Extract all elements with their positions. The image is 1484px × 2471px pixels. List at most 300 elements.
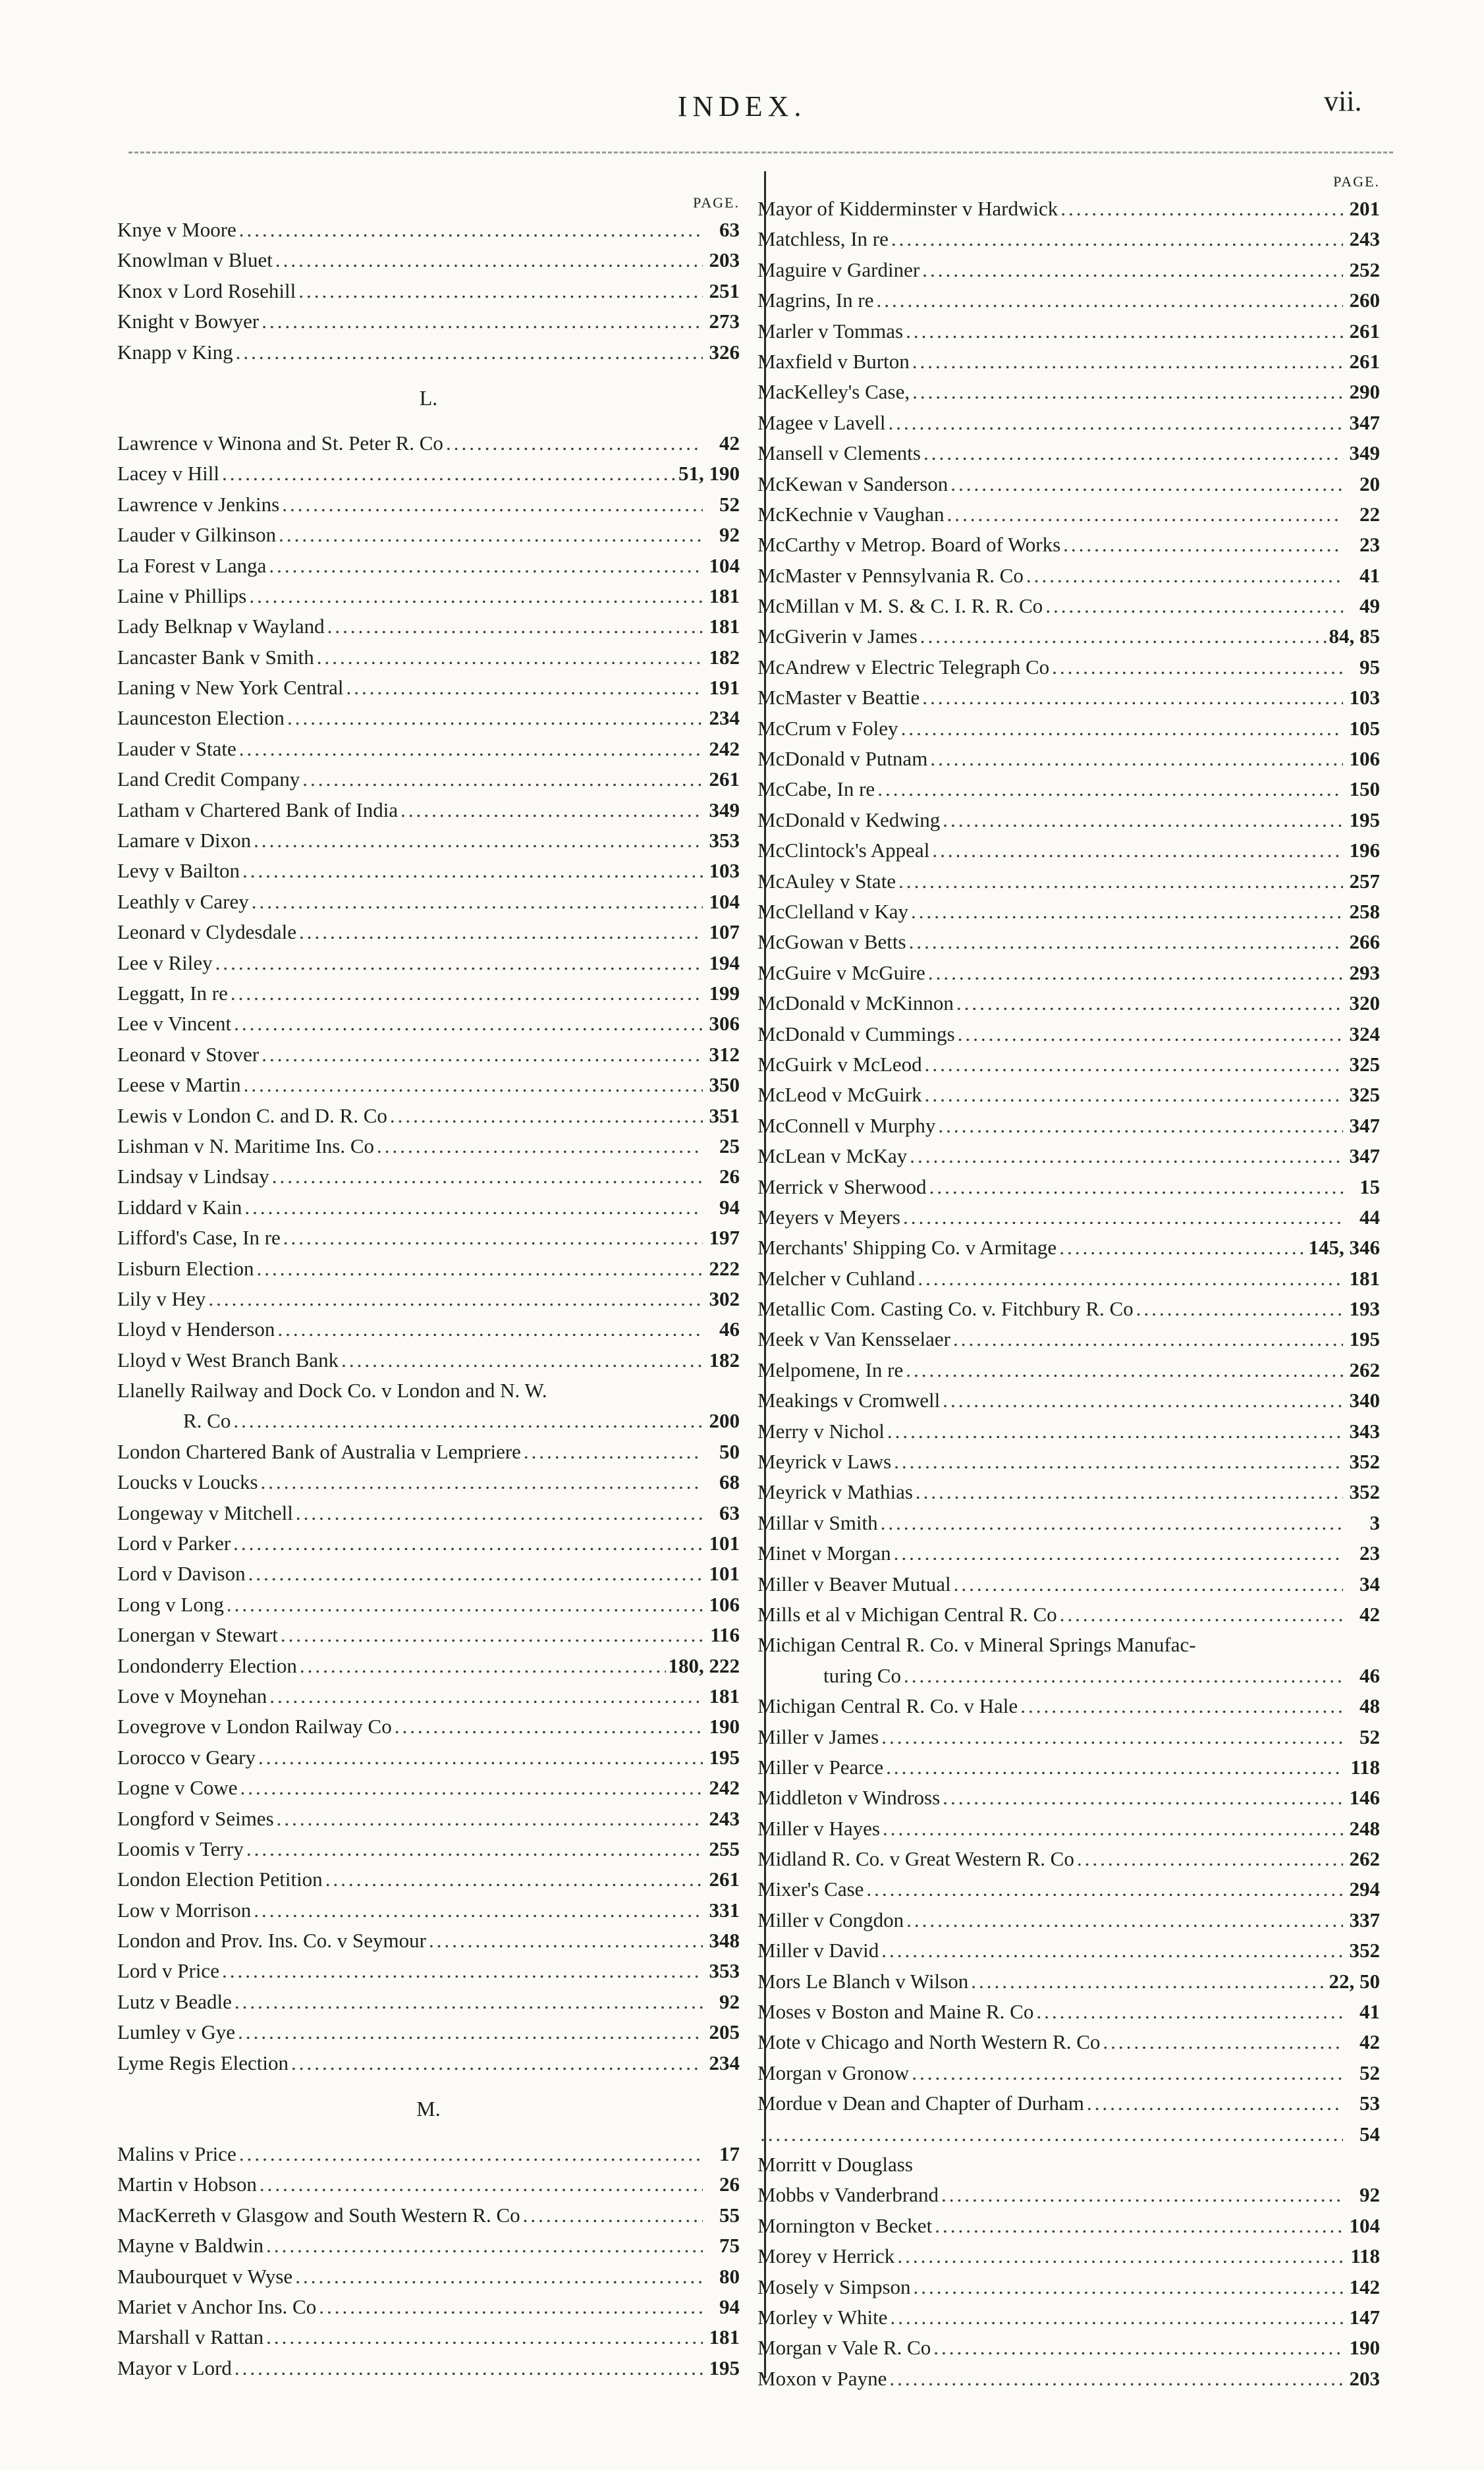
index-entry xyxy=(117,1254,740,1284)
leader-dots xyxy=(897,2241,1343,2271)
index-entry xyxy=(117,1070,740,1100)
index-entry xyxy=(117,520,740,550)
index-entry xyxy=(757,316,1380,347)
index-entry xyxy=(757,713,1380,744)
leader-dots xyxy=(922,682,1343,713)
entry-page: 195 xyxy=(709,2356,740,2379)
leader-dots xyxy=(523,2200,703,2231)
entry-page: 347 xyxy=(1349,1144,1380,1168)
leader-dots xyxy=(958,1019,1343,1049)
entry-name: Launceston Election xyxy=(117,706,285,730)
entry-name: Moxon v Payne xyxy=(757,2366,887,2390)
entry-name: Melpomene, In re xyxy=(757,1358,904,1381)
entry-page: 348 xyxy=(709,1929,740,1953)
entry-page: 42 xyxy=(719,431,740,455)
index-entry xyxy=(757,561,1380,591)
index-entry-continued xyxy=(757,1630,1380,1660)
leader-dots xyxy=(954,1569,1343,1599)
entry-page: 34 xyxy=(1360,1572,1380,1596)
entry-page: 266 xyxy=(1349,930,1380,954)
leader-dots xyxy=(950,469,1343,499)
leader-dots xyxy=(240,1773,703,1803)
leader-dots xyxy=(233,1528,703,1559)
entry-name: Lonergan v Stewart xyxy=(117,1623,278,1647)
leader-dots xyxy=(287,703,703,733)
index-entry xyxy=(117,1528,740,1559)
entry-page: 181 xyxy=(709,615,740,638)
entry-name: Moses v Boston and Maine R. Co xyxy=(757,2000,1034,2024)
entry-name: Knapp v King xyxy=(117,340,233,364)
leader-dots xyxy=(269,551,703,581)
entry-page: 325 xyxy=(1349,1083,1380,1107)
leader-dots xyxy=(246,1834,703,1864)
index-entry xyxy=(757,897,1380,927)
entry-page: 347 xyxy=(1349,410,1380,434)
left-column xyxy=(117,191,740,2383)
entry-name: Lovegrove v London Railway Co xyxy=(117,1715,392,1738)
index-entry xyxy=(757,1141,1380,1171)
index-entry xyxy=(757,194,1380,224)
entry-page: 261 xyxy=(709,767,740,791)
entry-page: 343 xyxy=(1349,1419,1380,1443)
entry-page: 181 xyxy=(709,584,740,607)
entry-name: McClelland v Kay xyxy=(757,899,909,923)
index-entry xyxy=(757,2027,1380,2057)
leader-dots xyxy=(923,438,1343,468)
index-group-k xyxy=(117,215,740,368)
entry-page: 50 xyxy=(719,1439,740,1463)
entry-name: Latham v Chartered Bank of India xyxy=(117,798,398,821)
entry-name: Merchants' Shipping Co. v Armitage xyxy=(757,1236,1057,1260)
index-entry xyxy=(757,2150,1380,2180)
entry-page: 48 xyxy=(1360,1694,1380,1718)
entry-page: 197 xyxy=(709,1226,740,1250)
leader-dots xyxy=(261,1467,703,1497)
index-entry xyxy=(117,1804,740,1834)
index-entry xyxy=(117,1620,740,1650)
index-entry xyxy=(757,1935,1380,1966)
leader-dots xyxy=(234,2353,703,2383)
entry-name: Maubourquet v Wyse xyxy=(117,2264,293,2288)
index-entry xyxy=(117,887,740,917)
entry-name: Michigan Central R. Co. v Hale xyxy=(757,1694,1018,1718)
index-entry xyxy=(757,2180,1380,2210)
entry-name: McClintock's Appeal xyxy=(757,839,930,862)
leader-dots xyxy=(298,276,703,306)
page-column-label: PAGE. xyxy=(1333,173,1380,190)
section-heading-m: M. xyxy=(416,2097,441,2121)
leader-dots xyxy=(916,1477,1343,1507)
leader-dots xyxy=(400,795,703,825)
index-group-m-right-cont xyxy=(757,1691,1380,2394)
index-entry xyxy=(757,469,1380,499)
index-entry-continued-line2 xyxy=(117,1406,740,1436)
leader-dots xyxy=(277,1804,703,1834)
leader-dots xyxy=(883,1814,1343,1844)
index-entry xyxy=(757,1172,1380,1202)
entry-name: Lee v Vincent xyxy=(117,1012,232,1036)
entry-name: Lyme Regis Election xyxy=(117,2051,289,2074)
leader-dots xyxy=(894,1538,1343,1569)
leader-dots xyxy=(390,1101,703,1131)
leader-dots xyxy=(302,764,703,794)
entry-name: McAuley v State xyxy=(757,869,896,893)
entry-name: Miller v Hayes xyxy=(757,1816,880,1840)
entry-page: 63 xyxy=(719,1501,740,1524)
index-entry xyxy=(117,306,740,337)
index-entry xyxy=(117,1590,740,1620)
leader-dots xyxy=(943,1783,1343,1813)
index-entry xyxy=(757,224,1380,254)
leader-dots xyxy=(236,337,703,368)
leader-dots xyxy=(953,1324,1343,1354)
index-entry xyxy=(117,245,740,275)
entry-name: Marler v Tommas xyxy=(757,319,904,343)
leader-dots xyxy=(258,1742,703,1773)
leader-dots xyxy=(234,1009,703,1039)
entry-page: 347 xyxy=(1349,1113,1380,1137)
leader-dots xyxy=(938,1111,1343,1141)
entry-name: Mayor of Kidderminster v Hardwick xyxy=(757,197,1058,220)
entry-name: Lacey v Hill xyxy=(117,462,219,486)
leader-dots xyxy=(1103,2027,1343,2057)
leader-dots xyxy=(254,825,703,856)
index-entry xyxy=(757,2088,1380,2119)
index-entry xyxy=(117,2231,740,2261)
index-entry xyxy=(757,652,1380,682)
entry-name: Liddard v Kain xyxy=(117,1195,242,1219)
entry-page: 205 xyxy=(709,2020,740,2044)
entry-page: 103 xyxy=(1349,686,1380,709)
index-entry xyxy=(757,1905,1380,1935)
index-group-m-right xyxy=(757,194,1380,1630)
index-entry xyxy=(117,825,740,856)
leader-dots xyxy=(231,978,703,1009)
entry-page: 261 xyxy=(709,1868,740,1891)
index-entry xyxy=(117,337,740,368)
entry-page: 261 xyxy=(1349,349,1380,373)
index-entry xyxy=(757,499,1380,530)
entry-name: McCabe, In re xyxy=(757,777,875,801)
entry-name: Laning v New York Central xyxy=(117,676,344,700)
index-entry xyxy=(757,255,1380,285)
leader-dots xyxy=(295,2262,703,2292)
entry-name-line2: turing Co xyxy=(823,1663,901,1687)
index-group-l xyxy=(117,428,740,1375)
index-entry xyxy=(117,1101,740,1131)
entry-page: 194 xyxy=(709,951,740,974)
entry-page: 262 xyxy=(1349,1358,1380,1381)
entry-name: Lloyd v West Branch Bank xyxy=(117,1348,339,1372)
index-entry xyxy=(757,591,1380,621)
entry-name: La Forest v Langa xyxy=(117,553,267,577)
entry-name: Longford v Seimes xyxy=(117,1806,274,1830)
index-entry xyxy=(757,1355,1380,1385)
page-column-label: PAGE. xyxy=(693,194,740,211)
entry-name: Mosely v Simpson xyxy=(757,2275,911,2298)
index-entry xyxy=(117,1681,740,1711)
leader-dots xyxy=(341,1345,703,1375)
entry-page: 42 xyxy=(1360,1602,1380,1626)
header-rule xyxy=(128,152,1393,153)
entry-name: Long v Long xyxy=(117,1592,224,1616)
entry-page: 326 xyxy=(709,340,740,364)
entry-name: Meek v Van Kensselaer xyxy=(757,1327,950,1351)
index-entry xyxy=(117,551,740,581)
index-entry xyxy=(117,1314,740,1345)
entry-page: 337 xyxy=(1349,1908,1380,1931)
leader-dots xyxy=(930,744,1343,774)
page-number: vii. xyxy=(1324,85,1362,117)
index-entry xyxy=(117,276,740,306)
entry-name: McGuire v McGuire xyxy=(757,960,925,984)
entry-page: 54 xyxy=(1360,2122,1380,2146)
index-entry xyxy=(117,1131,740,1161)
leader-dots xyxy=(238,2017,703,2047)
leader-dots xyxy=(1045,591,1343,621)
index-entry xyxy=(117,2139,740,2169)
index-entry xyxy=(757,1722,1380,1752)
leader-dots xyxy=(932,835,1343,866)
index-entry xyxy=(117,1834,740,1864)
index-entry xyxy=(757,774,1380,804)
entry-name: Middleton v Windross xyxy=(757,1786,941,1810)
entry-name: Lewis v London C. and D. R. Co xyxy=(117,1103,387,1127)
entry-page: 262 xyxy=(1349,1847,1380,1871)
leader-dots xyxy=(1087,2088,1343,2119)
entry-page: 182 xyxy=(709,1348,740,1372)
index-entry xyxy=(757,377,1380,407)
entry-name: Low v Morrison xyxy=(117,1898,252,1922)
index-entry xyxy=(117,2322,740,2352)
entry-page: 26 xyxy=(719,2173,740,2196)
entry-page: 203 xyxy=(1349,2366,1380,2390)
entry-page: 261 xyxy=(1349,319,1380,343)
leader-dots xyxy=(266,2231,703,2261)
leader-dots xyxy=(1059,1233,1305,1263)
leader-dots xyxy=(925,1080,1343,1110)
entry-page: 92 xyxy=(719,1989,740,2013)
leader-dots xyxy=(327,611,703,642)
entry-name: Lily v Hey xyxy=(117,1287,206,1310)
index-entry xyxy=(757,1691,1380,1721)
entry-name: Knox v Lord Rosehill xyxy=(117,279,296,302)
entry-name: Mors Le Blanch v Wilson xyxy=(757,1969,969,1993)
entry-name: Knye v Moore xyxy=(117,218,236,241)
leader-dots xyxy=(894,1447,1343,1477)
leader-dots xyxy=(903,1202,1343,1233)
entry-page: 353 xyxy=(709,829,740,852)
entry-page: 201 xyxy=(1349,197,1380,220)
leader-dots xyxy=(208,1284,703,1314)
entry-page: 203 xyxy=(709,248,740,272)
index-entry xyxy=(117,734,740,764)
entry-name: Malins v Price xyxy=(117,2142,236,2166)
index-entry xyxy=(757,958,1380,988)
entry-name: Lancaster Bank v Smith xyxy=(117,645,314,669)
entry-name: London and Prov. Ins. Co. v Seymour xyxy=(117,1929,426,1953)
index-entry xyxy=(757,408,1380,438)
leader-dots xyxy=(291,2048,703,2078)
entry-page: 20 xyxy=(1360,472,1380,495)
leader-dots xyxy=(1060,194,1343,224)
entry-page: 51, 190 xyxy=(678,462,740,486)
entry-name: Leonard v Clydesdale xyxy=(117,920,297,944)
entry-name: McCrum v Foley xyxy=(757,716,898,740)
leader-dots xyxy=(524,1437,703,1467)
index-entry xyxy=(117,978,740,1009)
entry-page: 3 xyxy=(1369,1511,1380,1534)
entry-page: 191 xyxy=(709,676,740,700)
entry-page: 94 xyxy=(719,2295,740,2318)
index-entry xyxy=(117,856,740,886)
leader-dots xyxy=(881,1935,1343,1966)
index-entry xyxy=(117,1345,740,1375)
leader-dots xyxy=(252,887,703,917)
entry-page: 195 xyxy=(709,1745,740,1769)
entry-page: 46 xyxy=(719,1318,740,1341)
entry-name: Miller v Beaver Mutual xyxy=(757,1572,951,1596)
entry-page: 320 xyxy=(1349,991,1380,1015)
leader-dots xyxy=(889,408,1343,438)
index-entry xyxy=(117,2169,740,2200)
index-entry xyxy=(117,1987,740,2017)
entry-name: Merrick v Sherwood xyxy=(757,1175,927,1198)
leader-dots xyxy=(910,1141,1343,1171)
index-entry xyxy=(757,1263,1380,1294)
entry-page: 340 xyxy=(1349,1389,1380,1412)
entry-name: McDonald v Putnam xyxy=(757,747,928,771)
entry-page: 324 xyxy=(1349,1022,1380,1045)
entry-name: Lifford's Case, In re xyxy=(117,1226,281,1250)
entry-page: 195 xyxy=(1349,808,1380,831)
entry-page: 107 xyxy=(709,920,740,944)
index-entry xyxy=(757,2119,1380,2150)
entry-name: Marshall v Rattan xyxy=(117,2325,264,2349)
entry-page: 349 xyxy=(1349,441,1380,465)
entry-name: Lisburn Election xyxy=(117,1256,254,1280)
entry-page: 196 xyxy=(1349,839,1380,862)
entry-page: 104 xyxy=(1349,2213,1380,2237)
entry-page: 182 xyxy=(709,645,740,669)
leader-dots xyxy=(890,2302,1343,2333)
entry-page: 101 xyxy=(709,1562,740,1586)
entry-name: Lauder v Gilkinson xyxy=(117,523,277,547)
entry-page: 260 xyxy=(1349,289,1380,312)
entry-name: Miller v Congdon xyxy=(757,1908,904,1931)
entry-name: Lishman v N. Maritime Ins. Co xyxy=(117,1134,375,1157)
entry-page: 242 xyxy=(709,1776,740,1800)
index-entry xyxy=(117,764,740,794)
leader-dots xyxy=(911,897,1343,927)
entry-name: Mansell v Clements xyxy=(757,441,921,465)
entry-page: 302 xyxy=(709,1287,740,1310)
index-entry xyxy=(757,2058,1380,2088)
index-entry xyxy=(757,1538,1380,1569)
entry-page: 252 xyxy=(1349,258,1380,281)
entry-name-line1: Llanelly Railway and Dock Co. v London and N. W. xyxy=(117,1379,547,1402)
leader-dots xyxy=(1052,652,1343,682)
entry-name: Lamare v Dixon xyxy=(117,829,252,852)
entry-name: McMaster v Beattie xyxy=(757,686,920,709)
leader-dots xyxy=(920,621,1327,652)
leader-dots xyxy=(914,2272,1343,2302)
entry-page: 23 xyxy=(1360,533,1380,557)
entry-page: 181 xyxy=(1349,1266,1380,1290)
leader-dots xyxy=(1026,561,1343,591)
entry-name: London Election Petition xyxy=(117,1868,323,1891)
entry-name: Meyrick v Mathias xyxy=(757,1480,913,1504)
index-entry xyxy=(117,1009,740,1039)
entry-page: 181 xyxy=(709,1684,740,1707)
entry-page: 49 xyxy=(1360,594,1380,618)
index-entry xyxy=(757,2364,1380,2394)
entry-name: Morley v White xyxy=(757,2305,888,2329)
entry-page: 84, 85 xyxy=(1329,625,1380,648)
entry-page: 17 xyxy=(719,2142,740,2166)
entry-page: 55 xyxy=(719,2203,740,2227)
leader-dots xyxy=(395,1711,703,1742)
entry-name: Lauder v State xyxy=(117,736,236,760)
index-entry xyxy=(757,1294,1380,1324)
entry-page: 41 xyxy=(1360,2000,1380,2024)
entry-page: 234 xyxy=(709,706,740,730)
index-entry xyxy=(117,1651,740,1681)
leader-dots xyxy=(249,581,703,611)
index-entry xyxy=(757,2241,1380,2271)
entry-page: 103 xyxy=(709,859,740,883)
leader-dots xyxy=(760,2119,1343,2150)
leader-dots xyxy=(912,377,1343,407)
entry-page: 105 xyxy=(1349,716,1380,740)
entry-page: 118 xyxy=(1350,2244,1380,2268)
entry-name: Meyers v Meyers xyxy=(757,1205,900,1229)
leader-dots xyxy=(877,774,1343,804)
index-entry xyxy=(757,835,1380,866)
leader-dots xyxy=(269,1681,703,1711)
entry-name: Lawrence v Winona and St. Peter R. Co xyxy=(117,431,443,455)
index-entry xyxy=(117,2200,740,2231)
leader-dots xyxy=(904,1661,1343,1691)
index-entry xyxy=(117,1284,740,1314)
entry-page: 26 xyxy=(719,1165,740,1188)
index-entry xyxy=(117,1559,740,1589)
entry-page: 80 xyxy=(719,2264,740,2288)
index-entry xyxy=(757,285,1380,316)
entry-name: Mixer's Case xyxy=(757,1877,864,1901)
entry-name: Mayne v Baldwin xyxy=(117,2234,264,2258)
leader-dots xyxy=(881,1722,1343,1752)
index-entry xyxy=(757,2272,1380,2302)
index-entry xyxy=(117,1956,740,1986)
entry-page: 150 xyxy=(1349,777,1380,801)
entry-page: 199 xyxy=(709,981,740,1005)
index-entry xyxy=(757,2333,1380,2363)
entry-page: 92 xyxy=(1360,2183,1380,2207)
index-entry xyxy=(757,1416,1380,1447)
index-entry xyxy=(117,1040,740,1070)
entry-name: MacKerreth v Glasgow and South Western R. Co xyxy=(117,2203,520,2227)
index-entry xyxy=(117,611,740,642)
index-entry xyxy=(757,1966,1380,1997)
entry-name: Metallic Com. Casting Co. v. Fitchbury R. Co xyxy=(757,1297,1134,1321)
entry-page: 273 xyxy=(709,310,740,333)
leader-dots xyxy=(242,856,703,886)
entry-name: Lumley v Gye xyxy=(117,2020,236,2044)
index-entry xyxy=(757,1080,1380,1110)
entry-name: McLeod v McGuirk xyxy=(757,1083,922,1107)
index-entry xyxy=(117,215,740,245)
